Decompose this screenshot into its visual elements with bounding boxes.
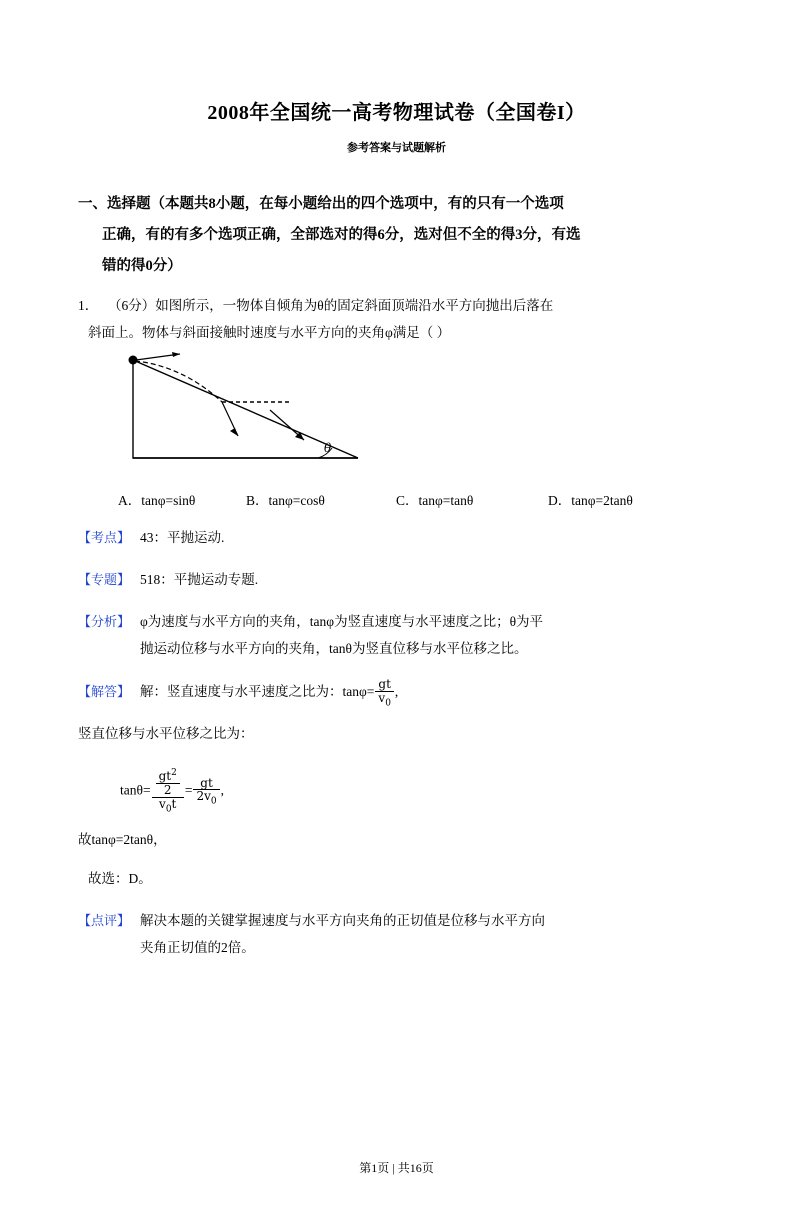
option-c[interactable]: C．tanφ=tanθ xyxy=(396,493,474,508)
right-fraction xyxy=(193,777,219,807)
frac1-denominator-sub: 0 xyxy=(385,697,391,708)
fenxi-line-2: 抛运动位移与水平方向的夹角，tanθ为竖直位移与水平位移之比。 xyxy=(140,641,528,656)
zhuanti-tag: 【专题】 xyxy=(78,572,131,587)
outer-den-sub: 0 xyxy=(165,804,172,814)
answer-line: 故选：D。 xyxy=(88,871,152,887)
page-subtitle: 参考答案与试题解析 xyxy=(347,141,446,154)
page-title: 2008年全国统一高考物理试卷（全国卷I） xyxy=(207,102,586,124)
jieda-tag: 【解答】 xyxy=(78,684,131,699)
dianping-line-1: 解决本题的关键掌握速度与水平方向夹角的正切值是位移与水平方向 xyxy=(140,913,545,929)
option-a[interactable]: A．tanφ=sinθ xyxy=(118,493,196,508)
fenxi-line-1: φ为速度与水平方向的夹角，tanφ为竖直速度与水平速度之比；θ为平 xyxy=(140,614,544,629)
option-b[interactable]: B．tanφ=cosθ xyxy=(246,493,325,508)
section-heading-line-1: 一、选择题（本题共8小题，在每小题给出的四个选项中，有的只有一个选项 xyxy=(78,196,564,212)
jieda-block xyxy=(78,678,715,708)
zhuanti-text: 518：平抛运动专题. xyxy=(140,572,259,587)
fenxi-tag: 【分析】 xyxy=(78,614,131,629)
conclusion-line: 故tanφ=2tanθ， xyxy=(78,832,167,848)
section-heading-line-3: 错的得0分） xyxy=(102,258,182,274)
kaodian-block xyxy=(78,524,715,551)
inner-num-sup: 2 xyxy=(171,768,177,779)
frac-gt-over-v0 xyxy=(375,678,394,708)
right-num: gt xyxy=(200,775,213,790)
right-den: 2v xyxy=(196,789,211,804)
outer-den: v xyxy=(159,796,166,811)
frac1-numerator: gt xyxy=(378,677,391,691)
angle-theta-label: θ xyxy=(324,441,332,455)
fenxi-block xyxy=(78,608,715,662)
right-den-sub: 0 xyxy=(210,796,217,807)
question-number: 1． xyxy=(78,298,99,313)
jieda-line-1-text: 解：竖直速度与水平速度之比为：tanφ= xyxy=(140,684,375,700)
jieda-line-1-tail: , xyxy=(394,684,399,700)
question-body xyxy=(78,298,715,346)
dianping-tag: 【点评】 xyxy=(78,913,131,929)
frac1-denominator: v xyxy=(378,690,386,705)
zhuanti-block xyxy=(78,566,715,593)
tan-theta-label: tanθ= xyxy=(120,783,151,799)
document-page xyxy=(0,96,793,1218)
question-1 xyxy=(78,292,715,346)
outer-den-tail: t xyxy=(171,796,177,811)
math-tail: , xyxy=(220,783,224,799)
page-footer: 第1页 | 共16页 xyxy=(359,1161,434,1175)
initial-velocity-arrow-head xyxy=(172,352,180,357)
section-heading-line-2: 正确，有的有多个选项正确，全部选对的得6分，选对但不全的得3分，有选 xyxy=(102,227,581,243)
jieda-line-1 xyxy=(140,677,399,708)
kaodian-tag: 【考点】 xyxy=(78,530,131,545)
nested-fraction xyxy=(152,769,184,814)
inner-den: 2 xyxy=(163,783,172,798)
question-text-line-1: 如图所示，一物体自倾角为θ的固定斜面顶端沿水平方向抛出后落在 xyxy=(155,298,554,313)
vertical-horizontal-displacement-line: 竖直位移与水平位移之比为： xyxy=(78,726,254,742)
dianping-line-2: 夹角正切值的2倍。 xyxy=(140,940,255,956)
question-options xyxy=(118,489,715,509)
question-score: （6分） xyxy=(108,298,156,313)
kaodian-text: 43：平抛运动. xyxy=(140,530,225,545)
inner-num: gt xyxy=(158,769,172,784)
option-d[interactable]: D．tanφ=2tanθ xyxy=(548,493,633,508)
question-text-line-2: 斜面上。物体与斜面接触时速度与水平方向的夹角φ满足（ ） xyxy=(88,325,451,340)
velocity-arrow-head xyxy=(230,428,238,436)
inner-fraction xyxy=(156,769,180,796)
section-heading xyxy=(78,189,715,282)
incline-projectile-svg xyxy=(118,352,418,487)
dianping-block xyxy=(78,907,715,961)
incline-projectile-figure xyxy=(118,352,715,487)
equals-sign: = xyxy=(184,783,193,799)
tan-theta-equation xyxy=(120,769,715,814)
